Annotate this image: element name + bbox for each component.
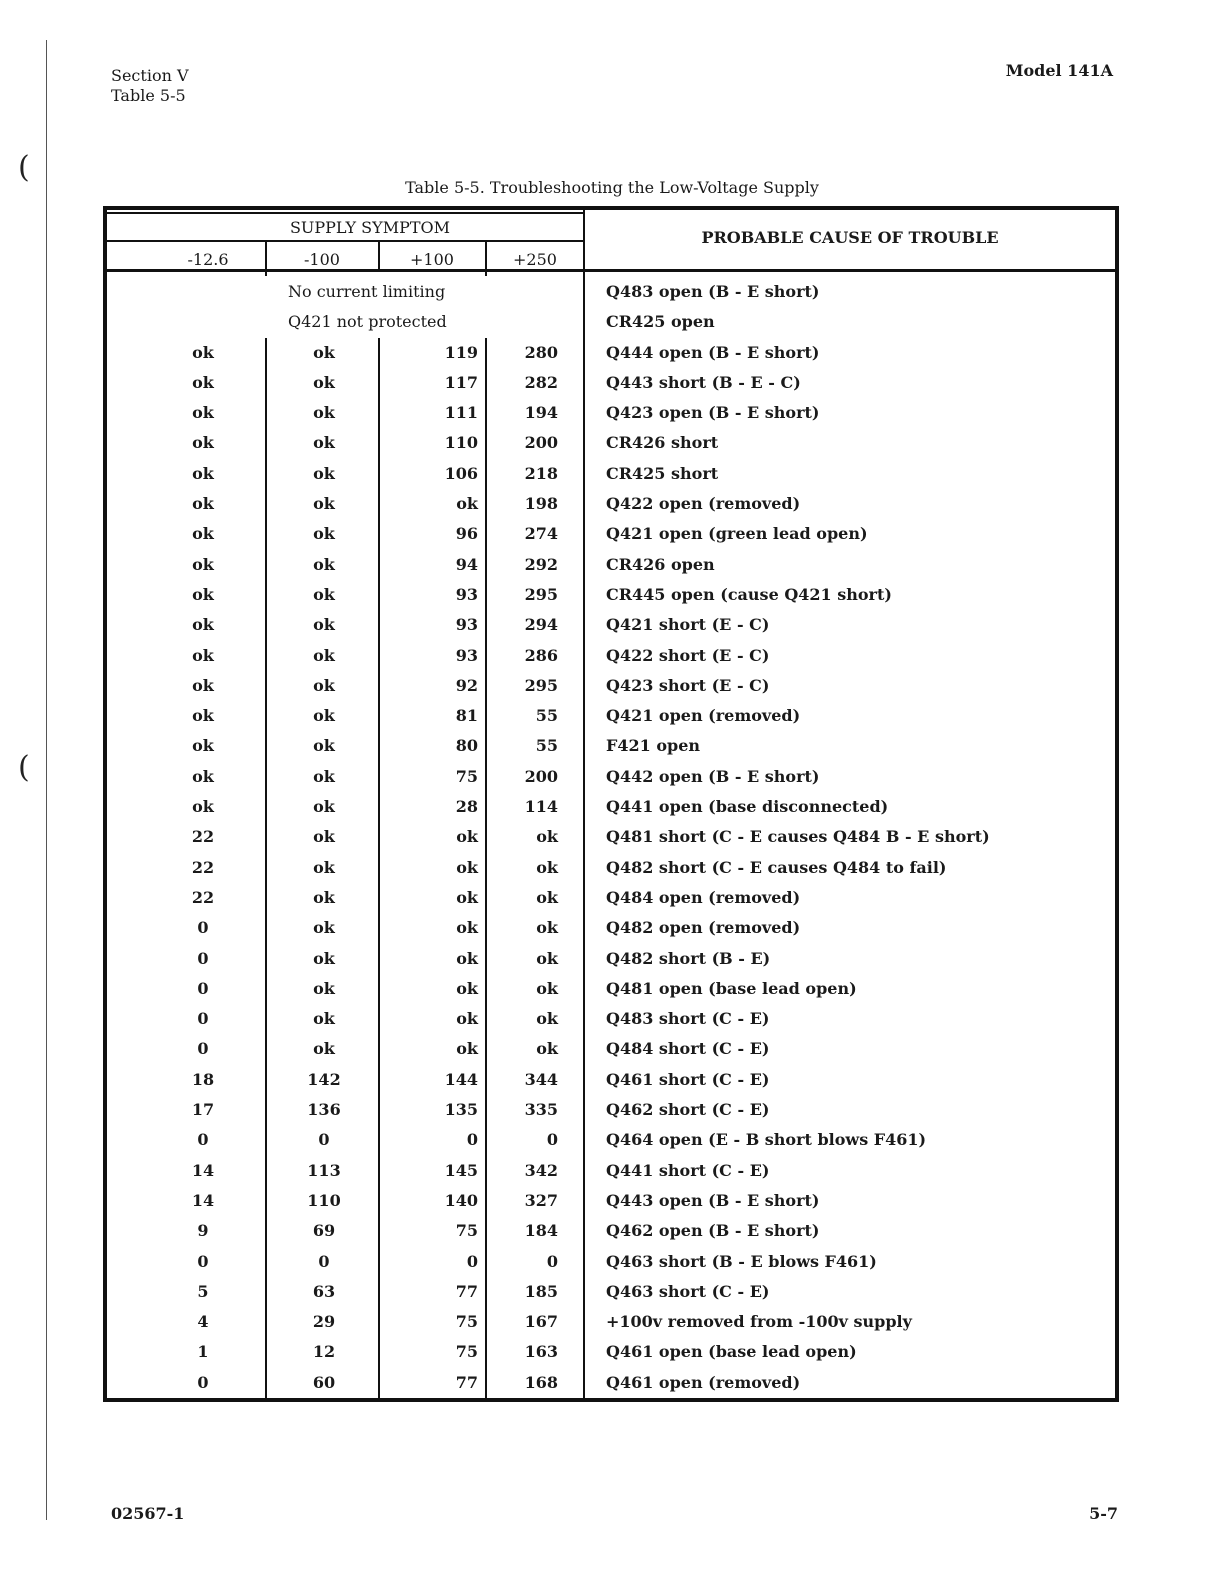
cause-cell: Q421 open (removed)	[606, 706, 801, 726]
table-row	[103, 1246, 1119, 1276]
cause-cell: Q482 open (removed)	[606, 918, 801, 938]
minus-12-6-cell: 18	[191, 1069, 215, 1089]
minus-100-cell: 12	[312, 1342, 336, 1362]
minus-12-6-cell: ok	[192, 554, 214, 574]
cause-cell: Q422 open (removed)	[606, 494, 801, 514]
plus-100-cell: ok	[456, 1039, 478, 1059]
plus-250-cell: 344	[524, 1069, 558, 1089]
minus-100-cell: ok	[313, 766, 335, 786]
cause-cell: Q462 open (B - E short)	[606, 1221, 820, 1241]
table-row	[103, 912, 1119, 942]
table-row	[103, 306, 1119, 336]
plus-100-cell: 75	[455, 766, 478, 786]
minus-100-cell: ok	[313, 645, 335, 665]
plus-250-cell: 282	[524, 372, 558, 392]
minus-12-6-cell: 22	[191, 857, 215, 877]
table-row	[103, 1336, 1119, 1366]
minus-100-cell: 142	[307, 1069, 341, 1089]
plus-250-cell: 200	[524, 766, 558, 786]
plus-250-cell: 0	[546, 1130, 558, 1150]
minus-12-6-cell: ok	[192, 524, 214, 544]
plus-250-cell: 294	[524, 615, 558, 635]
minus-12-6-cell: ok	[192, 706, 214, 726]
minus-100-cell: ok	[313, 372, 335, 392]
plus-250-cell: ok	[536, 827, 558, 847]
table-row	[103, 943, 1119, 973]
minus-12-6-cell: ok	[192, 615, 214, 635]
table-row	[103, 1124, 1119, 1154]
plus-100-cell: 75	[455, 1312, 478, 1332]
plus-100-cell: 135	[444, 1100, 478, 1120]
table-row	[103, 1003, 1119, 1033]
plus-100-cell: 0	[466, 1251, 478, 1271]
table-row	[103, 670, 1119, 700]
cause-cell: Q464 open (E - B short blows F461)	[606, 1130, 927, 1150]
table-row	[103, 276, 1119, 306]
note-text: Q421 not protected	[288, 312, 447, 332]
minus-100-cell: ok	[313, 1039, 335, 1059]
minus-100-cell: ok	[313, 615, 335, 635]
supply-symptom-header: SUPPLY SYMPTOM	[289, 218, 451, 237]
plus-100-cell: 93	[455, 615, 478, 635]
plus-100-cell: ok	[456, 494, 478, 514]
table-row	[103, 1215, 1119, 1245]
symptom-subheader-rule	[103, 240, 583, 242]
minus-12-6-cell: 0	[197, 1009, 209, 1029]
minus-100-cell: 136	[307, 1100, 341, 1120]
cause-cell: Q482 short (C - E causes Q484 to fail)	[606, 857, 947, 877]
plus-100-cell: 92	[455, 675, 478, 695]
minus-100-cell: ok	[313, 494, 335, 514]
table-reference: Table 5-5	[111, 86, 186, 105]
minus-100-cell: 0	[318, 1130, 330, 1150]
plus-100-cell: 77	[455, 1281, 478, 1301]
minus-12-6-cell: 0	[197, 948, 209, 968]
table-row	[103, 427, 1119, 457]
model-label: Model 141A	[1005, 61, 1113, 80]
plus-250-cell: 163	[524, 1342, 558, 1362]
minus-100-cell: ok	[313, 403, 335, 423]
plus-100-cell: 144	[444, 1069, 478, 1089]
plus-100-cell: ok	[456, 887, 478, 907]
minus-12-6-cell: ok	[192, 342, 214, 362]
plus-250-cell: ok	[536, 887, 558, 907]
plus-100-cell: 81	[455, 706, 478, 726]
plus-250-cell: ok	[536, 948, 558, 968]
cause-cell: Q441 open (base disconnected)	[606, 797, 889, 817]
plus-100-cell: 145	[444, 1160, 478, 1180]
probable-cause-header: PROBABLE CAUSE OF TROUBLE	[701, 228, 999, 247]
plus-100-cell: 75	[455, 1342, 478, 1362]
minus-100-cell: ok	[313, 827, 335, 847]
cause-cell: Q441 short (C - E)	[606, 1160, 770, 1180]
plus-100-cell: ok	[456, 978, 478, 998]
cause-cell: Q481 open (base lead open)	[606, 978, 857, 998]
plus-100-cell: ok	[456, 1009, 478, 1029]
minus-100-cell: 63	[312, 1281, 336, 1301]
minus-100-cell: ok	[313, 797, 335, 817]
minus-12-6-cell: 17	[191, 1100, 215, 1120]
cause-cell: Q423 short (E - C)	[606, 675, 770, 695]
cause-cell: Q482 short (B - E)	[606, 948, 771, 968]
cause-cell: Q483 open (B - E short)	[606, 282, 820, 301]
cause-cell: CR426 open	[606, 554, 715, 574]
plus-250-cell: 218	[524, 463, 558, 483]
plus-100-cell: 94	[455, 554, 478, 574]
table-row	[103, 458, 1119, 488]
plus-100-cell: 117	[444, 372, 478, 392]
table-row	[103, 700, 1119, 730]
minus-100-cell: ok	[313, 1009, 335, 1029]
minus-100-cell: ok	[313, 918, 335, 938]
cause-cell: Q444 open (B - E short)	[606, 342, 820, 362]
minus-100-cell: 0	[318, 1251, 330, 1271]
table-row	[103, 821, 1119, 851]
minus-100-cell: ok	[313, 433, 335, 453]
minus-100-cell: ok	[313, 342, 335, 362]
plus-100-cell: ok	[456, 918, 478, 938]
cause-cell: Q421 short (E - C)	[606, 615, 770, 635]
table-row	[103, 397, 1119, 427]
minus-12-6-cell: ok	[192, 736, 214, 756]
plus-100-cell: ok	[456, 827, 478, 847]
minus-100-cell: 110	[307, 1190, 341, 1210]
plus-100-cell: 80	[455, 736, 478, 756]
minus-12-6-cell: ok	[192, 797, 214, 817]
document-code: 02567-1	[111, 1504, 185, 1523]
table-row	[103, 852, 1119, 882]
plus-250-cell: 342	[524, 1160, 558, 1180]
binder-margin-line	[46, 40, 47, 1520]
cause-cell: Q442 open (B - E short)	[606, 766, 820, 786]
plus-250-cell: ok	[536, 1039, 558, 1059]
cause-cell: Q423 open (B - E short)	[606, 403, 820, 423]
minus-12-6-cell: ok	[192, 372, 214, 392]
cause-cell: Q461 open (base lead open)	[606, 1342, 857, 1362]
minus-12-6-cell: 14	[191, 1160, 215, 1180]
plus-250-cell: 55	[535, 736, 558, 756]
cause-cell: Q461 open (removed)	[606, 1372, 801, 1392]
column-header-minus-12-6: -12.6	[187, 250, 229, 269]
table-row	[103, 882, 1119, 912]
plus-250-cell: 194	[524, 403, 558, 423]
table-row	[103, 579, 1119, 609]
cause-cell: Q421 open (green lead open)	[606, 524, 868, 544]
minus-100-cell: ok	[313, 584, 335, 604]
header-bottom-rule	[103, 269, 1119, 272]
binder-hole-mark: (	[18, 150, 30, 185]
table-caption: Table 5-5. Troubleshooting the Low-Voltage Supply	[405, 178, 819, 197]
minus-12-6-cell: ok	[192, 584, 214, 604]
table-row	[103, 791, 1119, 821]
minus-12-6-cell: ok	[192, 766, 214, 786]
page-number: 5-7	[1089, 1504, 1118, 1523]
cause-cell: Q484 open (removed)	[606, 887, 801, 907]
minus-100-cell: 60	[312, 1372, 336, 1392]
table-row	[103, 730, 1119, 760]
plus-100-cell: 93	[455, 645, 478, 665]
plus-100-cell: 96	[455, 524, 478, 544]
binder-hole-mark: (	[18, 750, 30, 785]
minus-12-6-cell: ok	[192, 463, 214, 483]
minus-12-6-cell: ok	[192, 433, 214, 453]
minus-100-cell: ok	[313, 554, 335, 574]
table-row	[103, 1094, 1119, 1124]
minus-12-6-cell: ok	[192, 403, 214, 423]
table-row	[103, 518, 1119, 548]
minus-100-cell: ok	[313, 736, 335, 756]
minus-12-6-cell: 1	[197, 1342, 209, 1362]
cause-cell: CR445 open (cause Q421 short)	[606, 584, 892, 604]
plus-100-cell: 106	[444, 463, 478, 483]
cause-cell: CR425 short	[606, 463, 719, 483]
cause-cell: +100v removed from -100v supply	[606, 1312, 912, 1332]
plus-250-cell: 198	[524, 494, 558, 514]
minus-100-cell: ok	[313, 857, 335, 877]
cause-cell: Q463 short (C - E)	[606, 1281, 770, 1301]
minus-12-6-cell: 4	[197, 1312, 209, 1332]
minus-12-6-cell: 14	[191, 1190, 215, 1210]
cause-cell: Q483 short (C - E)	[606, 1009, 770, 1029]
minus-100-cell: 29	[312, 1312, 336, 1332]
plus-100-cell: 119	[444, 342, 478, 362]
plus-100-cell: 0	[466, 1130, 478, 1150]
plus-100-cell: 93	[455, 584, 478, 604]
minus-12-6-cell: 0	[197, 978, 209, 998]
plus-100-cell: 140	[444, 1190, 478, 1210]
column-header-plus-100: +100	[410, 250, 454, 269]
plus-250-cell: 286	[524, 645, 558, 665]
plus-250-cell: 0	[546, 1251, 558, 1271]
cause-cell: Q462 short (C - E)	[606, 1100, 770, 1120]
cause-cell: CR425 open	[606, 312, 715, 332]
column-header-plus-250: +250	[513, 250, 557, 269]
minus-12-6-cell: 5	[197, 1281, 209, 1301]
plus-250-cell: 292	[524, 554, 558, 574]
cause-cell: CR426 short	[606, 433, 719, 453]
table-row	[103, 973, 1119, 1003]
cause-cell: Q443 short (B - E - C)	[606, 372, 801, 392]
plus-100-cell: 28	[455, 797, 478, 817]
minus-100-cell: 113	[307, 1160, 341, 1180]
plus-250-cell: 185	[524, 1281, 558, 1301]
table-row	[103, 1367, 1119, 1397]
minus-12-6-cell: 9	[197, 1221, 209, 1241]
plus-250-cell: 168	[524, 1372, 558, 1392]
plus-250-cell: 167	[524, 1312, 558, 1332]
table-row	[103, 1033, 1119, 1063]
minus-100-cell: ok	[313, 463, 335, 483]
plus-250-cell: 295	[524, 675, 558, 695]
plus-250-cell: 114	[524, 797, 558, 817]
plus-250-cell: ok	[536, 1009, 558, 1029]
minus-100-cell: 69	[312, 1221, 336, 1241]
plus-100-cell: 110	[444, 433, 478, 453]
minus-100-cell: ok	[313, 948, 335, 968]
cause-cell: Q481 short (C - E causes Q484 B - E short)	[606, 827, 990, 847]
section-label: Section V	[111, 66, 189, 85]
plus-250-cell: ok	[536, 978, 558, 998]
table-row	[103, 1064, 1119, 1094]
minus-12-6-cell: ok	[192, 645, 214, 665]
table-row	[103, 1155, 1119, 1185]
header-inner-top-rule	[103, 212, 583, 214]
cause-cell: Q463 short (B - E blows F461)	[606, 1251, 877, 1271]
table-row	[103, 609, 1119, 639]
table-row	[103, 337, 1119, 367]
plus-250-cell: 184	[524, 1221, 558, 1241]
minus-12-6-cell: 0	[197, 918, 209, 938]
minus-12-6-cell: 0	[197, 1251, 209, 1271]
table-row	[103, 761, 1119, 791]
plus-250-cell: 335	[524, 1100, 558, 1120]
minus-12-6-cell: 22	[191, 827, 215, 847]
note-text: No current limiting	[288, 282, 446, 301]
minus-12-6-cell: ok	[192, 494, 214, 514]
minus-12-6-cell: 0	[197, 1130, 209, 1150]
plus-100-cell: 75	[455, 1221, 478, 1241]
table-row	[103, 1276, 1119, 1306]
table-body	[103, 276, 1119, 1397]
plus-250-cell: ok	[536, 857, 558, 877]
minus-100-cell: ok	[313, 675, 335, 695]
minus-100-cell: ok	[313, 706, 335, 726]
plus-250-cell: 280	[524, 342, 558, 362]
minus-12-6-cell: 22	[191, 887, 215, 907]
table-row	[103, 640, 1119, 670]
cause-cell: Q443 open (B - E short)	[606, 1190, 820, 1210]
plus-100-cell: ok	[456, 948, 478, 968]
cause-cell: Q422 short (E - C)	[606, 645, 770, 665]
plus-250-cell: 274	[524, 524, 558, 544]
plus-100-cell: ok	[456, 857, 478, 877]
plus-250-cell: 200	[524, 433, 558, 453]
plus-250-cell: ok	[536, 918, 558, 938]
column-header-minus-100: -100	[304, 250, 340, 269]
table-row	[103, 488, 1119, 518]
minus-12-6-cell: 0	[197, 1372, 209, 1392]
table-row	[103, 1185, 1119, 1215]
table-row	[103, 549, 1119, 579]
minus-100-cell: ok	[313, 887, 335, 907]
table-row	[103, 1306, 1119, 1336]
plus-250-cell: 55	[535, 706, 558, 726]
minus-12-6-cell: ok	[192, 675, 214, 695]
plus-100-cell: 77	[455, 1372, 478, 1392]
minus-100-cell: ok	[313, 524, 335, 544]
cause-cell: F421 open	[606, 736, 700, 756]
plus-250-cell: 295	[524, 584, 558, 604]
cause-cell: Q461 short (C - E)	[606, 1069, 770, 1089]
cause-cell: Q484 short (C - E)	[606, 1039, 770, 1059]
minus-100-cell: ok	[313, 978, 335, 998]
minus-12-6-cell: 0	[197, 1039, 209, 1059]
plus-250-cell: 327	[524, 1190, 558, 1210]
table-row	[103, 367, 1119, 397]
plus-100-cell: 111	[444, 403, 478, 423]
